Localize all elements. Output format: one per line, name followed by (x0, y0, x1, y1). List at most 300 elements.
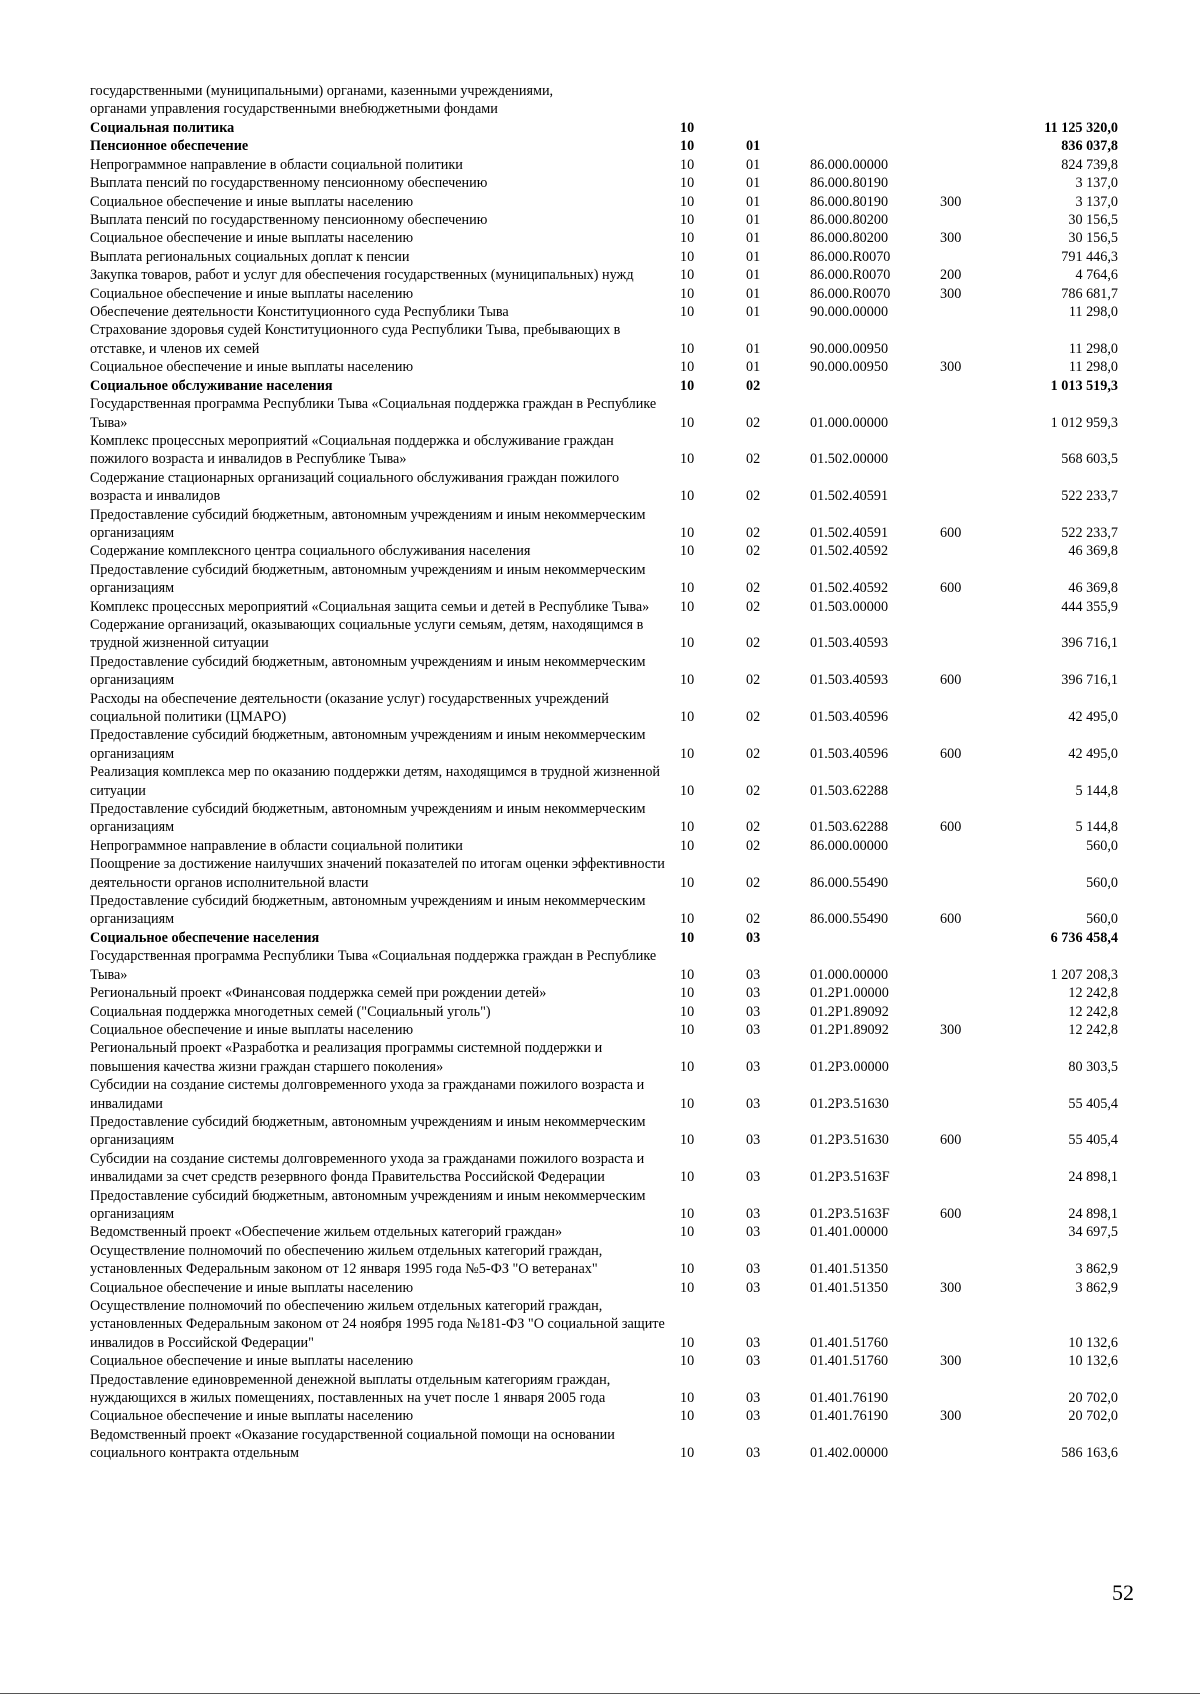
table-row (90, 542, 1118, 560)
table-row (90, 837, 1118, 855)
table-row (90, 1242, 1118, 1279)
row-name: Региональный проект «Разработка и реализация программы системной поддержки и повышения качества жизни граждан старшего поколения» (90, 1040, 603, 1075)
row-subsection-code: 02 (746, 488, 761, 505)
row-subsection-code: 02 (746, 874, 761, 891)
row-subsection-code: 02 (746, 377, 761, 394)
row-name: Предоставление субсидий бюджетным, автономным учреждениям и иным некоммерческим организациям (90, 561, 646, 597)
row-subsection-code: 02 (746, 543, 761, 560)
row-amount: 522 233,7 (1061, 488, 1118, 505)
row-amount: 30 156,5 (1068, 212, 1118, 229)
row-amount: 3 862,9 (1075, 1279, 1118, 1296)
row-expense-type (940, 432, 1006, 469)
table-row (90, 1187, 1118, 1224)
row-name: Социальное обеспечение и иные выплаты населению (90, 285, 414, 302)
row-subsection-code: 01 (746, 304, 761, 321)
table-row (90, 1352, 1118, 1370)
row-target-article: 01.503.00000 (810, 598, 889, 615)
row-name: Ведомственный проект «Оказание государственной социальной помощи на основании социального контракта отдельным (90, 1426, 615, 1462)
row-subsection-code: 02 (746, 745, 761, 762)
row-expense-type (940, 248, 1006, 266)
row-expense-type (940, 1426, 1006, 1463)
row-amount: 80 303,5 (1068, 1058, 1118, 1075)
row-amount: 46 369,8 (1068, 580, 1118, 597)
row-subsection-code: 02 (746, 672, 761, 689)
row-name: Социальное обеспечение и иные выплаты населению (90, 1021, 414, 1038)
row-amount: 560,0 (1086, 874, 1118, 891)
row-name: Непрограммное направление в области социальной политики (90, 156, 463, 173)
row-amount: 3 137,0 (1075, 193, 1118, 210)
row-amount: 20 702,0 (1068, 1390, 1118, 1407)
row-section-code: 10 (680, 929, 695, 946)
row-section-code: 10 (680, 193, 695, 210)
row-subsection-code: 01 (746, 138, 761, 155)
row-name: Пенсионное обеспечение (90, 138, 249, 155)
row-name: Государственная программа Республики Тыва «Социальная поддержка граждан в Республике Тыва» (90, 396, 657, 431)
table-row (90, 432, 1118, 469)
row-amount: 12 242,8 (1068, 1003, 1118, 1020)
row-expense-type (940, 211, 1006, 229)
row-subsection-code: 03 (746, 1353, 761, 1370)
row-target-article (810, 137, 940, 155)
row-expense-type (940, 1242, 1006, 1279)
row-name: Осуществление полномочий по обеспечению жильем отдельных категорий граждан, установленных Федеральным законом от 12 января 1995 года №5-ФЗ "О ветеранах" (90, 1242, 603, 1278)
row-subsection-code: 03 (746, 1095, 761, 1112)
row-amount: 20 702,0 (1068, 1408, 1118, 1425)
row-subsection-code: 02 (746, 635, 761, 652)
row-subsection-code: 02 (746, 524, 761, 541)
table-row (90, 726, 1118, 763)
row-name: Предоставление субсидий бюджетным, автономным учреждениям и иным некоммерческим организациям (90, 1187, 646, 1222)
row-expense-type: 600 (940, 580, 962, 597)
row-subsection-code: 03 (746, 1058, 761, 1075)
row-amount: 11 298,0 (1068, 304, 1118, 321)
continued-text (90, 82, 730, 119)
row-section-code: 10 (680, 414, 695, 431)
row-name: Закупка товаров, работ и услуг для обеспечения государственных (муниципальных) нужд (90, 267, 634, 284)
row-target-article: 01.502.40592 (810, 543, 889, 560)
row-target-article: 01.2P3.51630 (810, 1132, 889, 1149)
row-target-article: 01.402.00000 (810, 1445, 889, 1462)
row-subsection-code: 03 (746, 1224, 761, 1241)
row-section-code: 10 (680, 175, 695, 192)
row-section-code: 10 (680, 340, 695, 357)
row-amount: 34 697,5 (1068, 1224, 1118, 1241)
row-amount: 824 739,8 (1061, 156, 1118, 173)
row-amount: 42 495,0 (1068, 745, 1118, 762)
row-expense-type (940, 763, 1006, 800)
table-row (90, 266, 1118, 284)
row-amount: 11 125 320,0 (1044, 120, 1118, 136)
row-target-article: 01.503.62288 (810, 819, 889, 836)
row-subsection-code: 02 (746, 580, 761, 597)
table-row (90, 947, 1118, 984)
row-expense-type: 300 (940, 359, 962, 376)
row-amount: 10 132,6 (1068, 1353, 1118, 1370)
table-row (90, 616, 1118, 653)
row-target-article: 01.401.00000 (810, 1224, 889, 1241)
row-name: Ведомственный проект «Обеспечение жильем отдельных категорий граждан» (90, 1224, 563, 1241)
row-name: Обеспечение деятельности Конституционного суда Республики Тыва (90, 304, 509, 321)
table-row (90, 1297, 1118, 1352)
row-section-code: 10 (680, 837, 695, 854)
row-section-code: 10 (680, 285, 695, 302)
row-amount: 1 013 519,3 (1050, 377, 1118, 394)
row-subsection-code: 02 (746, 782, 761, 799)
row-subsection-code: 01 (746, 156, 761, 173)
row-amount: 568 603,5 (1061, 451, 1118, 468)
row-amount: 24 898,1 (1068, 1205, 1118, 1222)
row-expense-type (940, 1371, 1006, 1408)
row-target-article: 01.401.76190 (810, 1390, 889, 1407)
row-amount: 6 736 458,4 (1050, 929, 1118, 946)
row-amount: 836 037,8 (1061, 138, 1118, 155)
row-subsection-code: 02 (746, 837, 761, 854)
budget-table (90, 119, 1118, 1463)
row-expense-type (940, 395, 1006, 432)
table-row (90, 248, 1118, 266)
budget-table-body (90, 119, 1118, 1463)
row-target-article: 01.502.40592 (810, 580, 889, 597)
table-row (90, 1003, 1118, 1021)
row-expense-type: 600 (940, 1205, 962, 1222)
table-row (90, 984, 1118, 1002)
row-target-article: 01.503.40593 (810, 672, 889, 689)
row-section-code: 10 (680, 1279, 695, 1296)
row-amount: 444 355,9 (1061, 598, 1118, 615)
table-row (90, 321, 1118, 358)
row-section-code: 10 (680, 1205, 695, 1222)
row-amount: 11 298,0 (1068, 340, 1118, 357)
row-subsection-code: 01 (746, 248, 761, 265)
table-row (90, 1426, 1118, 1463)
row-expense-type (940, 1150, 1006, 1187)
row-target-article: 86.000.55490 (810, 911, 889, 928)
row-section-code: 10 (680, 580, 695, 597)
row-expense-type: 600 (940, 819, 962, 836)
row-subsection-code: 01 (746, 340, 761, 357)
row-expense-type (940, 855, 1006, 892)
row-target-article: 01.2P1.00000 (810, 985, 889, 1002)
table-row (90, 303, 1118, 321)
row-name: Содержание стационарных организаций социального обслуживания граждан пожилого возраста и инвалидов (90, 469, 620, 505)
row-expense-type: 300 (940, 1353, 962, 1370)
row-expense-type: 600 (940, 1132, 962, 1149)
page-number: 52 (1112, 1580, 1134, 1605)
row-section-code: 10 (680, 1334, 695, 1351)
row-amount: 522 233,7 (1061, 524, 1118, 541)
row-subsection-code: 01 (746, 193, 761, 210)
row-target-article: 01.502.40591 (810, 524, 889, 541)
row-amount: 12 242,8 (1068, 985, 1118, 1002)
row-name: Социальное обеспечение и иные выплаты населению (90, 1353, 414, 1370)
row-name: Выплата региональных социальных доплат к пенсии (90, 248, 410, 265)
row-section-code: 10 (680, 120, 695, 136)
row-expense-type (940, 1223, 1006, 1241)
row-target-article: 01.401.51350 (810, 1279, 889, 1296)
row-subsection-code: 03 (746, 1021, 761, 1038)
row-subsection-code: 02 (746, 819, 761, 836)
row-target-article: 90.000.00950 (810, 340, 889, 357)
table-row (90, 395, 1118, 432)
table-row (90, 1076, 1118, 1113)
row-amount: 24 898,1 (1068, 1169, 1118, 1186)
table-row (90, 469, 1118, 506)
row-target-article: 01.401.51350 (810, 1261, 889, 1278)
table-row (90, 1039, 1118, 1076)
row-name: Субсидии на создание системы долговременного ухода за гражданами пожилого возраста и инвалидами (90, 1077, 645, 1112)
row-amount: 1 012 959,3 (1050, 414, 1118, 431)
row-section-code: 10 (680, 212, 695, 229)
row-expense-type (940, 377, 1006, 395)
row-target-article: 01.401.76190 (810, 1408, 889, 1425)
row-amount: 4 764,6 (1075, 267, 1118, 284)
row-name: Социальная политика (90, 120, 235, 136)
row-target-article: 01.2P1.89092 (810, 1021, 889, 1038)
row-subsection-code: 01 (746, 359, 761, 376)
row-name: Социальное обеспечение населения (90, 929, 320, 946)
table-row (90, 690, 1118, 727)
row-subsection-code: 03 (746, 1205, 761, 1222)
row-expense-type (940, 616, 1006, 653)
row-section-code: 10 (680, 1261, 695, 1278)
row-section-code: 10 (680, 1445, 695, 1462)
row-expense-type (940, 321, 1006, 358)
row-amount: 560,0 (1086, 837, 1118, 854)
row-section-code: 10 (680, 267, 695, 284)
row-section-code: 10 (680, 1390, 695, 1407)
table-row (90, 119, 1118, 137)
row-name: Предоставление субсидий бюджетным, автономным учреждениям и иным некоммерческим организациям (90, 727, 646, 762)
row-amount: 10 132,6 (1068, 1334, 1118, 1351)
row-subsection-code: 03 (746, 1169, 761, 1186)
table-row (90, 358, 1118, 376)
row-name: Содержание организаций, оказывающих социальные услуги семьям, детям, находящимся в трудной жизненной ситуации (90, 616, 644, 652)
row-section-code: 10 (680, 451, 695, 468)
row-name: Социальное обеспечение и иные выплаты населению (90, 359, 414, 376)
row-amount: 396 716,1 (1061, 672, 1118, 689)
row-target-article: 01.2P3.5163F (810, 1205, 890, 1222)
row-target-article: 01.000.00000 (810, 414, 889, 431)
row-target-article: 01.401.51760 (810, 1334, 889, 1351)
row-section-code: 10 (680, 138, 695, 155)
row-expense-type: 300 (940, 1279, 962, 1296)
row-expense-type (940, 947, 1006, 984)
row-section-code: 10 (680, 1058, 695, 1075)
row-subsection-code: 03 (746, 929, 761, 946)
row-amount: 55 405,4 (1068, 1132, 1118, 1149)
row-amount: 5 144,8 (1075, 819, 1118, 836)
row-subsection-code: 02 (746, 451, 761, 468)
row-name: Социальное обеспечение и иные выплаты населению (90, 230, 414, 247)
row-target-article: 86.000.80200 (810, 230, 889, 247)
row-subsection-code: 03 (746, 1408, 761, 1425)
table-row (90, 1113, 1118, 1150)
row-section-code: 10 (680, 1021, 695, 1038)
row-subsection-code: 01 (746, 175, 761, 192)
row-name: Комплекс процессных мероприятий «Социальная защита семьи и детей в Республике Тыва» (90, 598, 650, 615)
table-row (90, 1279, 1118, 1297)
intro-line: государственными (муниципальными) органами, казенными учреждениями, (90, 83, 554, 99)
row-target-article (810, 929, 940, 947)
row-name: Предоставление субсидий бюджетным, автономным учреждениям и иным некоммерческим организациям (90, 506, 646, 541)
row-target-article: 86.000.R0070 (810, 248, 891, 265)
table-row (90, 1371, 1118, 1408)
row-target-article: 86.000.00000 (810, 837, 889, 854)
row-section-code: 10 (680, 524, 695, 541)
row-target-article: 01.2P3.51630 (810, 1095, 889, 1112)
row-name: Выплата пенсий по государственному пенсионному обеспечению (90, 212, 488, 229)
row-section-code: 10 (680, 230, 695, 247)
table-row (90, 377, 1118, 395)
row-subsection-code: 03 (746, 1279, 761, 1296)
row-name: Поощрение за достижение наилучших значений показателей по итогам оценки эффективности деятельности органов исполнительной власти (90, 856, 665, 891)
row-name: Осуществление полномочий по обеспечению жильем отдельных категорий граждан, установленных Федеральным законом от 24 ноября 1995 года №181-ФЗ "О социальной защите инвалидов в Российской Федерации" (90, 1298, 665, 1351)
row-amount: 55 405,4 (1068, 1095, 1118, 1112)
row-expense-type: 600 (940, 672, 962, 689)
row-target-article: 86.000.80200 (810, 212, 889, 229)
row-amount: 3 137,0 (1075, 175, 1118, 192)
table-row (90, 1021, 1118, 1039)
table-row (90, 229, 1118, 247)
row-section-code: 10 (680, 911, 695, 928)
row-name: Реализация комплекса мер по оказанию поддержки детям, находящимся в трудной жизненной ситуации (90, 764, 661, 799)
row-amount: 586 163,6 (1061, 1445, 1118, 1462)
row-section-code: 10 (680, 635, 695, 652)
row-expense-type (940, 542, 1006, 560)
row-expense-type: 600 (940, 911, 962, 928)
row-amount: 42 495,0 (1068, 709, 1118, 725)
table-row (90, 193, 1118, 211)
row-target-article: 01.503.40596 (810, 709, 889, 725)
row-name: Выплата пенсий по государственному пенсионному обеспечению (90, 175, 488, 192)
row-section-code: 10 (680, 488, 695, 505)
row-expense-type (940, 984, 1006, 1002)
row-section-code: 10 (680, 156, 695, 173)
row-subsection-code: 01 (746, 285, 761, 302)
table-row (90, 598, 1118, 616)
row-amount: 12 242,8 (1068, 1021, 1118, 1038)
row-expense-type: 300 (940, 285, 962, 302)
row-target-article: 86.000.R0070 (810, 285, 891, 302)
row-expense-type (940, 156, 1006, 174)
row-section-code: 10 (680, 359, 695, 376)
table-row (90, 1150, 1118, 1187)
row-expense-type (940, 1297, 1006, 1352)
row-section-code: 10 (680, 377, 695, 394)
table-row (90, 506, 1118, 543)
row-subsection-code: 03 (746, 985, 761, 1002)
row-subsection-code: 03 (746, 966, 761, 983)
row-name: Предоставление субсидий бюджетным, автономным учреждениям и иным некоммерческим организациям (90, 653, 646, 689)
table-row (90, 763, 1118, 800)
row-name: Социальное обеспечение и иные выплаты населению (90, 193, 414, 210)
row-target-article: 01.503.40596 (810, 745, 889, 762)
row-name: Предоставление субсидий бюджетным, автономным учреждениям и иным некоммерческим организациям (90, 893, 646, 928)
row-subsection-code: 01 (746, 267, 761, 284)
row-subsection-code: 03 (746, 1261, 761, 1278)
row-section-code: 10 (680, 1095, 695, 1112)
row-target-article: 01.2P3.00000 (810, 1058, 889, 1075)
row-amount: 11 298,0 (1068, 359, 1118, 376)
row-subsection-code: 02 (746, 709, 761, 725)
row-section-code: 10 (680, 782, 695, 799)
row-expense-type: 300 (940, 230, 962, 247)
row-target-article: 86.000.R0070 (810, 267, 891, 284)
row-section-code: 10 (680, 1132, 695, 1149)
row-subsection-code: 01 (746, 212, 761, 229)
row-target-article: 01.502.40591 (810, 488, 889, 505)
row-expense-type: 300 (940, 1408, 962, 1425)
row-name: Содержание комплексного центра социального обслуживания населения (90, 543, 531, 560)
row-subsection-code: 03 (746, 1334, 761, 1351)
intro-line: органами управления государственными внебюджетными фондами (90, 101, 498, 118)
row-subsection-code: 03 (746, 1132, 761, 1149)
row-section-code: 10 (680, 304, 695, 321)
row-expense-type: 600 (940, 524, 962, 541)
row-name: Предоставление субсидий бюджетным, автономным учреждениям и иным некоммерческим организациям (90, 801, 646, 836)
row-target-article: 90.000.00000 (810, 304, 889, 321)
row-target-article: 01.000.00000 (810, 966, 889, 983)
row-section-code: 10 (680, 1224, 695, 1241)
row-name: Предоставление субсидий бюджетным, автономным учреждениям и иным некоммерческим организациям (90, 1113, 646, 1149)
row-subsection-code: 03 (746, 1003, 761, 1020)
row-name: Комплекс процессных мероприятий «Социальная поддержка и обслуживание граждан пожилого возраста и инвалидов в Республике Тыва» (90, 432, 614, 468)
row-target-article: 01.503.62288 (810, 782, 889, 799)
row-section-code: 10 (680, 1169, 695, 1186)
row-subsection-code: 03 (746, 1390, 761, 1407)
row-expense-type: 200 (940, 267, 962, 284)
table-row (90, 561, 1118, 598)
row-name: Социальное обслуживание населения (90, 377, 333, 394)
row-amount: 3 862,9 (1075, 1261, 1118, 1278)
row-name: Расходы на обеспечение деятельности (оказание услуг) государственных учреждений социальной политики (ЦМАРО) (90, 690, 609, 725)
row-expense-type (940, 1003, 1006, 1021)
row-name: Непрограммное направление в области социальной политики (90, 837, 463, 854)
row-expense-type (940, 1039, 1006, 1076)
row-amount: 791 446,3 (1061, 248, 1118, 265)
row-expense-type: 300 (940, 193, 962, 210)
table-row (90, 653, 1118, 690)
row-target-article (810, 119, 940, 137)
row-name: Социальная поддержка многодетных семей ("Социальный уголь") (90, 1003, 491, 1020)
table-row (90, 1407, 1118, 1425)
row-name: Социальное обеспечение и иные выплаты населению (90, 1279, 414, 1296)
row-target-article: 01.401.51760 (810, 1353, 889, 1370)
table-row (90, 174, 1118, 192)
row-amount: 5 144,8 (1075, 782, 1118, 799)
row-section-code: 10 (680, 709, 695, 725)
row-name: Страхование здоровья судей Конституционного суда Республики Тыва, пребывающих в отставке, и членов их семей (90, 322, 621, 357)
row-amount: 786 681,7 (1061, 285, 1118, 302)
row-expense-type (940, 174, 1006, 192)
row-section-code: 10 (680, 248, 695, 265)
row-section-code: 10 (680, 819, 695, 836)
table-row (90, 929, 1118, 947)
row-expense-type (940, 1076, 1006, 1113)
row-section-code: 10 (680, 1003, 695, 1020)
row-section-code: 10 (680, 543, 695, 560)
row-name: Социальное обеспечение и иные выплаты населению (90, 1408, 414, 1425)
row-target-article: 01.2P3.5163F (810, 1169, 890, 1186)
row-target-article: 86.000.55490 (810, 874, 889, 891)
row-section-code: 10 (680, 1408, 695, 1425)
row-expense-type (940, 137, 1006, 155)
row-expense-type (940, 119, 1006, 137)
row-section-code: 10 (680, 874, 695, 891)
row-section-code: 10 (680, 672, 695, 689)
row-name: Государственная программа Республики Тыва «Социальная поддержка граждан в Республике Тыва» (90, 948, 657, 983)
row-expense-type: 600 (940, 745, 962, 762)
